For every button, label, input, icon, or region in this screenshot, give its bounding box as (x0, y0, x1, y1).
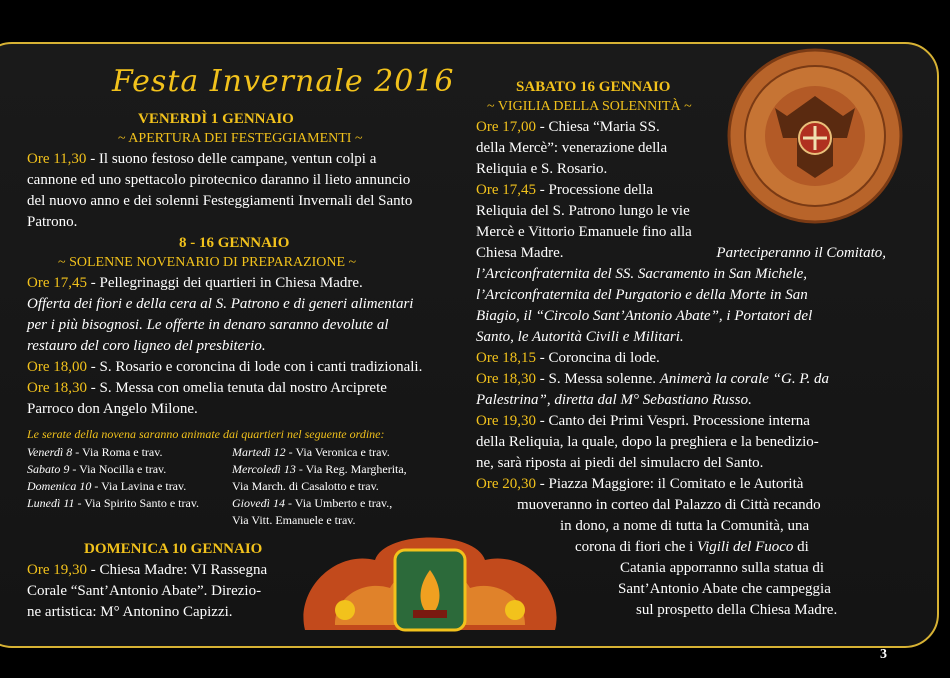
paragraph-5-line-1: Ore 19,30 - Chiesa Madre: VI Rassegna (27, 562, 268, 578)
right-paragraph-6-line-4: corona di fiori che i Vigili del Fuoco di (575, 539, 809, 555)
novena-intro: Le serate della novena saranno animate dai quartieri nel seguente ordine: (27, 427, 385, 441)
right-paragraph-2-italic-4: Santo, le Autorità Civili e Militari. (476, 329, 684, 345)
paragraph-1-line-4: Patrono. (27, 214, 78, 230)
right-paragraph-5-line-1: Ore 19,30 - Canto dei Primi Vespri. Processione interna (476, 413, 810, 429)
paragraph-1-line-1: Ore 11,30 - Il suono festoso delle campane, ventun colpi a (27, 151, 377, 167)
right-paragraph-2-italic-3: Biagio, il “Circolo Sant’Antonio Abate”, i Portatori del (476, 308, 813, 324)
subheading-novenario: ~ SOLENNE NOVENARIO DI PREPARAZIONE ~ (58, 255, 357, 270)
right-paragraph-3-line-1: Ore 18,15 - Coroncina di lode. (476, 350, 660, 366)
novena-col2-item: Via Vitt. Emanuele e trav. (232, 513, 356, 527)
right-paragraph-4-italic-2: Palestrina”, diretta dal M° Sebastiano Russo. (476, 392, 752, 408)
right-paragraph-6-line-6: Sant’Antonio Abate che campeggia (618, 581, 831, 597)
paragraph-4-line-1: Ore 18,30 - S. Messa con omelia tenuta dal nostro Arciprete (27, 380, 387, 396)
page-title: Festa Invernale 2016 (112, 64, 455, 99)
right-paragraph-6-line-7: sul prospetto della Chiesa Madre. (636, 602, 838, 618)
right-paragraph-2-italic-2: l’Arciconfraternita del Purgatorio e della Morte in San (476, 287, 808, 303)
paragraph-2-line-1: Ore 17,45 - Pellegrinaggi dei quartieri in Chiesa Madre. (27, 275, 363, 291)
baroque-ornament-emblem (295, 510, 565, 645)
paragraph-4-line-2: Parroco don Angelo Milone. (27, 401, 198, 417)
right-paragraph-2-line-2: Reliquia del S. Patrono lungo le vie (476, 203, 690, 219)
right-paragraph-2-line-3: Mercè e Vittorio Emanuele fino alla (476, 224, 692, 240)
right-paragraph-6-line-1: Ore 20,30 - Piazza Maggiore: il Comitato e le Autorità (476, 476, 804, 492)
paragraph-3-line-1: Ore 18,00 - S. Rosario e coroncina di lode con i canti tradizionali. (27, 359, 423, 375)
subheading-apertura: ~ APERTURA DEI FESTEGGIAMENTI ~ (118, 131, 363, 146)
right-paragraph-1-line-3: Reliquia e S. Rosario. (476, 161, 608, 177)
right-paragraph-1-line-2: della Mercè”: venerazione della (476, 140, 668, 156)
city-seal-emblem (725, 46, 905, 226)
novena-col1-item: Sabato 9 - Via Nocilla e trav. (27, 462, 167, 476)
paragraph-5-line-3: ne artistica: M° Antonino Capizzi. (27, 604, 233, 620)
heading-domenica: DOMENICA 10 GENNAIO (84, 541, 263, 557)
right-paragraph-6-line-2: muoveranno in corteo dal Palazzo di Città recando (517, 497, 821, 513)
right-paragraph-6-line-5: Catania apporranno sulla statua di (620, 560, 825, 576)
paragraph-2-italic-3: restauro del coro ligneo del presbiterio. (27, 338, 266, 354)
subheading-vigilia: ~ VIGILIA DELLA SOLENNITÀ ~ (487, 99, 692, 114)
page-number: 3 (880, 647, 887, 662)
right-paragraph-5-line-2: della Reliquia, la quale, dopo la preghiera e la benedizio- (476, 434, 819, 450)
novena-col2-item: Via March. di Casalotto e trav. (232, 479, 379, 493)
heading-venerdi: VENERDÌ 1 GENNAIO (138, 111, 294, 127)
right-paragraph-5-line-3: ne, sarà riposta ai piedi del simulacro del Santo. (476, 455, 764, 471)
novena-col1-item: Lunedì 11 - Via Spirito Santo e trav. (27, 496, 200, 510)
paragraph-2-italic-1: Offerta dei fiori e della cera al S. Patrono e di generi alimentari (27, 296, 414, 312)
right-paragraph-2-line-4: Chiesa Madre. Parteciperanno il Comitato, (476, 245, 886, 261)
novena-col1-item: Venerdì 8 - Via Roma e trav. (27, 445, 163, 459)
right-paragraph-1-line-1: Ore 17,00 - Chiesa “Maria SS. (476, 119, 660, 135)
right-paragraph-2-line-1: Ore 17,45 - Processione della (476, 182, 654, 198)
heading-sabato: SABATO 16 GENNAIO (516, 79, 671, 95)
novena-col2-item: Mercoledì 13 - Via Reg. Margherita, (232, 462, 407, 476)
paragraph-2-italic-2: per i più bisognosi. Le offerte in denaro saranno devolute al (27, 317, 389, 333)
paragraph-1-line-3: del nuovo anno e dei solenni Festeggiamenti Invernali del Santo (27, 193, 413, 209)
novena-col2-item: Giovedì 14 - Via Umberto e trav., (232, 496, 393, 510)
novena-col2-item: Martedì 12 - Via Veronica e trav. (232, 445, 390, 459)
right-paragraph-6-line-3: in dono, a nome di tutta la Comunità, una (560, 518, 810, 534)
right-paragraph-4-line-1: Ore 18,30 - S. Messa solenne. Animerà la corale “G. P. da (476, 371, 830, 387)
paragraph-5-line-2: Corale “Sant’Antonio Abate”. Direzio- (27, 583, 262, 599)
paragraph-1-line-2: cannone ed uno spettacolo pirotecnico daranno il lieto annuncio (27, 172, 411, 188)
heading-8-16: 8 - 16 GENNAIO (179, 235, 290, 251)
right-paragraph-2-italic-1: l’Arciconfraternita del SS. Sacramento in San Michele, (476, 266, 808, 282)
novena-col1-item: Domenica 10 - Via Lavina e trav. (27, 479, 187, 493)
